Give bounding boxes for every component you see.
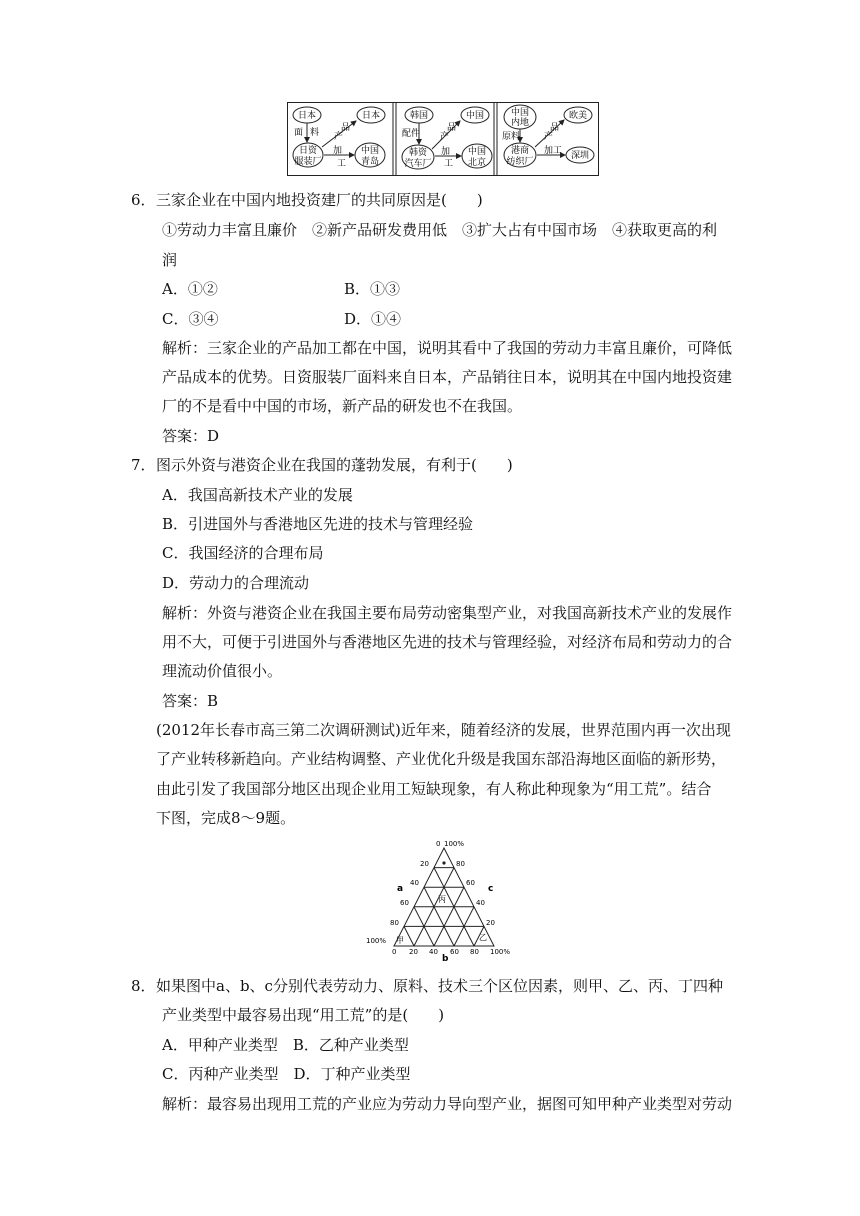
panel3-location: 深圳 <box>570 151 590 161</box>
svg-text:中国: 中国 <box>510 108 530 118</box>
panel2-market: 中国 <box>465 111 485 121</box>
panel3-material: 原料 <box>502 132 521 142</box>
ternary-diagram <box>364 836 524 961</box>
svg-text:加: 加 <box>333 146 343 156</box>
svg-text:产: 产 <box>440 132 450 142</box>
intro-line-4: 下图，完成8～9题。 <box>156 809 296 827</box>
label-jia: 甲 <box>396 936 404 945</box>
q6-choices-line2: 润 <box>162 251 178 269</box>
panel1-material-b: 料 <box>310 128 320 138</box>
svg-text:中国: 中国 <box>467 147 487 157</box>
triangle-left-tick-80: 80 <box>390 919 399 927</box>
q6-analysis-1: 解析：三家企业的产品加工都在中国，说明其看中了我国的劳动力丰富且廉价，可降低 <box>162 339 733 357</box>
q6-choices-line1: ①劳动力丰富且廉价 ②新产品研发费用低 ③扩大占有中国市场 ④获取更高的利 <box>162 221 718 239</box>
panel1-location-b: 青岛 <box>360 157 380 167</box>
triangle-right-tick-80: 80 <box>456 860 465 868</box>
svg-text:产: 产 <box>544 132 554 142</box>
triangle-left-tick-60: 60 <box>400 899 409 907</box>
label-bing: 丙 <box>438 895 446 904</box>
panel1-factory-b: 服装厂 <box>294 157 322 167</box>
axis-c-label: c <box>488 884 494 894</box>
q6-answer: 答案：D <box>162 427 220 445</box>
panel1-material: 面 <box>294 128 304 138</box>
q6-option-a[interactable]: A．①② <box>162 280 218 298</box>
q7-analysis-3: 理流动价值很小。 <box>162 662 283 680</box>
q7-analysis-2: 用不大，可便于引进国外与香港地区先进的技术与管理经验，对经济布局和劳动力的合 <box>162 633 733 651</box>
panel3-market: 欧美 <box>568 111 588 121</box>
q8-analysis-1: 解析：最容易出现用工荒的产业应为劳动力导向型产业，据图可知甲种产业类型对劳动 <box>162 1095 733 1113</box>
ternary-svg <box>364 836 524 961</box>
intro-line-3: 由此引发了我国部分地区出现企业用工短缺现象，有人称此种现象为“用工荒”。结合 <box>156 780 712 798</box>
svg-text:品: 品 <box>550 123 560 133</box>
axis-b-label: b <box>442 954 449 961</box>
svg-text:品: 品 <box>341 123 351 133</box>
q7-stem: 图示外资与港资企业在我国的蓬勃发展，有利于( ) <box>156 456 513 474</box>
svg-text:工: 工 <box>337 159 347 169</box>
q6-option-b[interactable]: B．①③ <box>344 280 401 298</box>
q6-stem: 三家企业在中国内地投资建厂的共同原因是( ) <box>156 191 483 209</box>
q6-option-d[interactable]: D．①④ <box>344 310 402 328</box>
label-yi: 乙 <box>479 933 487 942</box>
panel-korea <box>402 107 492 169</box>
panel2-source: 韩国 <box>409 111 429 121</box>
svg-text:加: 加 <box>441 147 451 157</box>
q8-options-cd[interactable]: C．丙种产业类型 D．丁种产业类型 <box>162 1065 411 1083</box>
panel1-factory-a: 日资 <box>298 146 318 156</box>
q7-analysis-1: 解析：外资与港资企业在我国主要布局劳动密集型产业，对我国高新技术产业的发展作 <box>162 604 733 622</box>
svg-text:品: 品 <box>447 123 457 133</box>
svg-text:北京: 北京 <box>467 158 487 168</box>
triangle-top-100: 100% <box>444 840 465 848</box>
q7-option-a[interactable]: A．我国高新技术产业的发展 <box>162 486 353 504</box>
q7-option-c[interactable]: C．我国经济的合理布局 <box>162 544 324 562</box>
q6-option-c[interactable]: C．③④ <box>162 310 219 328</box>
svg-text:工: 工 <box>444 159 454 169</box>
axis-a-label: a <box>397 884 404 894</box>
triangle-bottom-0: 0 <box>392 948 397 956</box>
panel-japan <box>293 107 385 169</box>
flow-diagram-svg <box>288 103 598 175</box>
q7-option-b[interactable]: B．引进国外与香港地区先进的技术与管理经验 <box>162 515 474 533</box>
triangle-right-tick-40: 40 <box>476 899 485 907</box>
panel2-material: 配件 <box>402 129 421 139</box>
svg-text:韩资: 韩资 <box>408 148 428 158</box>
q8-options-ab[interactable]: A．甲种产业类型 B．乙种产业类型 <box>162 1036 409 1054</box>
svg-text:纺织厂: 纺织厂 <box>506 157 534 167</box>
point-ding <box>442 861 445 864</box>
q6-analysis-3: 厂的不是看中中国的市场，新产品的研发也不在我国。 <box>162 397 523 415</box>
q7-option-d[interactable]: D．劳动力的合理流动 <box>162 574 310 592</box>
triangle-bottom-40: 40 <box>429 948 438 956</box>
panel1-location-a: 中国 <box>360 146 380 156</box>
triangle-bottom-60: 60 <box>450 948 459 956</box>
q6-number: 6． <box>131 191 156 209</box>
intro-line-2: 了产业转移新趋向。产业结构调整、产业优化升级是我国东部沿海地区面临的新形势， <box>156 750 727 768</box>
triangle-bottom-80: 80 <box>470 948 479 956</box>
q8-number: 8． <box>131 977 156 995</box>
svg-text:加工: 加工 <box>544 146 563 156</box>
triangle-bottom-100: 100% <box>490 948 511 956</box>
svg-text:汽车厂: 汽车厂 <box>404 159 432 169</box>
triangle-right-tick-60: 60 <box>466 879 475 887</box>
svg-text:港商: 港商 <box>510 146 530 156</box>
intro-line-1: (2012年长春市高三第二次调研测试)近年来，随着经济的发展，世界范围内再一次出现 <box>156 721 731 739</box>
investment-flow-diagram <box>287 102 599 176</box>
triangle-left-100: 100% <box>366 937 387 945</box>
triangle-top-0: 0 <box>436 840 441 848</box>
triangle-bottom-20: 20 <box>409 948 418 956</box>
q8-stem-1: 如果图中a、b、c分别代表劳动力、原料、技术三个区位因素，则甲、乙、丙、丁四种 <box>156 977 723 995</box>
svg-text:产: 产 <box>334 132 344 142</box>
svg-text:内地: 内地 <box>510 118 530 128</box>
panel1-source: 日本 <box>297 111 317 121</box>
panel1-market: 日本 <box>361 111 381 121</box>
q8-stem-2: 产业类型中最容易出现“用工荒”的是( ) <box>162 1006 445 1024</box>
panel-hongkong <box>502 105 594 167</box>
q6-analysis-2: 产品成本的优势。日资服装厂面料来自日本，产品销往日本，说明其在中国内地投资建 <box>162 368 733 386</box>
q7-answer: 答案：B <box>162 692 219 710</box>
triangle-right-tick-20: 20 <box>486 919 495 927</box>
triangle-left-tick-20: 20 <box>420 860 429 868</box>
triangle-left-tick-40: 40 <box>410 879 419 887</box>
q7-number: 7． <box>131 456 156 474</box>
